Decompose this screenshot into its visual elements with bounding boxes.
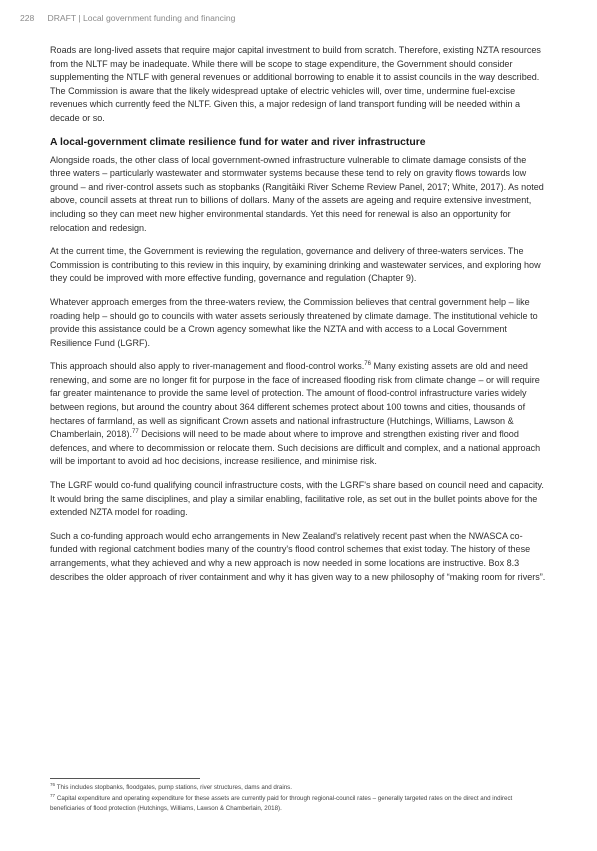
header-separator [40, 13, 45, 23]
paragraph-review: At the current time, the Government is reviewing the regulation, governance and delivery of three-waters services. The Commission is contributing to this review in this inquiry, by examining drinking and wastewater services, and exploring how they could be improved with more effective funding, governance and regulation (Chapter 9). [50, 246, 541, 284]
main-content [50, 44, 546, 594]
footnote-number: 77 [50, 793, 56, 799]
footnote-text: This includes stopbanks, floodgates, pump stations, river structures, dams and drains. [56, 784, 292, 791]
header-pipe: | [78, 13, 81, 23]
footnote-number: 76 [50, 781, 56, 787]
footnotes [50, 778, 546, 815]
paragraph-flood-control-part-3: Decisions will need to be made about where to improve and strengthen existing river and flood defences, and where to decommission or relocate them. Such decisions are difficult and complex, and a national approach will be important to avoid ad hoc decisions, increase resilience, and minimise risk. [50, 429, 541, 467]
running-header [20, 13, 235, 23]
footnote-76 [50, 783, 546, 792]
paragraph-flood-control-part-1: This approach should also apply to river-management and flood-control works. [50, 361, 365, 372]
paragraph-roads: Roads are long-lived assets that require major capital investment to build from scratch. Therefore, existing NZTA resources from the NLTF may be inadequate. While there will be scope to stage expenditure, the Government should consider supplementing the NTLF with general revenues or additional borrowing to enable it to assist councils in the way described. The Commission is aware that the likely widespread uptake of electric vehicles will, over time, undermine fuel-excise revenues which currently feed the NLTF. Given this, a major redesign of land transport funding will be needed within a decade or so. [50, 45, 541, 123]
paragraph-flood-control-part-2: Many existing assets are old and need renewing, and some are no longer fit for purpose in the face of increased flooding risk from climate change – or will require far greater maintenance to provide the same level of protection. The amount of flood-control infrastructure varies widely between regions, but around the country about 364 different schemes protect about 100 towns and cities, thousands of hectares of farmland, as well as significant Crown assets and national infrastructure (Hutchings, Williams, Lawson & Chamberlain, 2018). [50, 361, 540, 440]
paragraph-central-help: Whatever approach emerges from the three-waters review, the Commission believes that central government help – like roading help – should go to councils with water assets seriously threatened by climate damage. The institutional vehicle to provide this assistance could be a Crown agency somewhat like the NZTA and with access to a Local Government Resilience Fund (LGRF). [50, 296, 538, 348]
running-title: Local government funding and financing [83, 13, 236, 23]
footnote-divider [50, 778, 200, 779]
footnote-text: Capital expenditure and operating expenditure for these assets are currently paid for through regional-council rates – generally targeted rates on the direct and indirect beneficiaries of flood protection (Hutchings, Williams, Lawson & Chamberlain, 2018). [50, 795, 513, 812]
footnote-ref-77[interactable]: 77 [131, 429, 139, 436]
paragraph-three-waters: Alongside roads, the other class of local government-owned infrastructure vulnerable to climate damage consists of the three waters – particularly wastewater and stormwater systems because these tend to rely on gravity flows towards low ground – and river-control assets such as stopbanks (Rangitāiki River Scheme Review Panel, 2017; White, 2017). As noted above, council assets at threat run to billions of dollars. Many of the assets are ageing and require extensive investment, including so they can meet new higher environmental standards. Yet this need for renewal is also an opportunity for relocation and redesign. [50, 154, 544, 233]
paragraph-lgrf: The LGRF would co-fund qualifying council infrastructure costs, with the LGRF's share based on council need and capacity. It would bring the same disciplines, and play a similar enabling, facilitative role, as set out in the bullet points above for the extended NZTA model for roading. [50, 480, 544, 518]
page-number: 228 [20, 13, 35, 23]
paragraph-co-funding: Such a co-funding approach would echo arrangements in New Zealand's relatively recent past when the NWASCA co-funded with regional catchment bodies many of the country's flood control schemes that exist today. The history of these arrangements, what they achieved and why a new approach is now needed in some locations are instructive. Box 8.3 describes the older approach of river containment and why it has given way to a new philosophy of “making room for rivers”. [50, 530, 546, 582]
paragraph-flood-control [50, 360, 546, 469]
draft-label: DRAFT [47, 13, 77, 23]
footnote-ref-76[interactable]: 76 [364, 361, 371, 368]
footnote-77 [50, 794, 546, 813]
section-heading: A local-government climate resilience fund for water and river infrastructure [50, 136, 426, 148]
